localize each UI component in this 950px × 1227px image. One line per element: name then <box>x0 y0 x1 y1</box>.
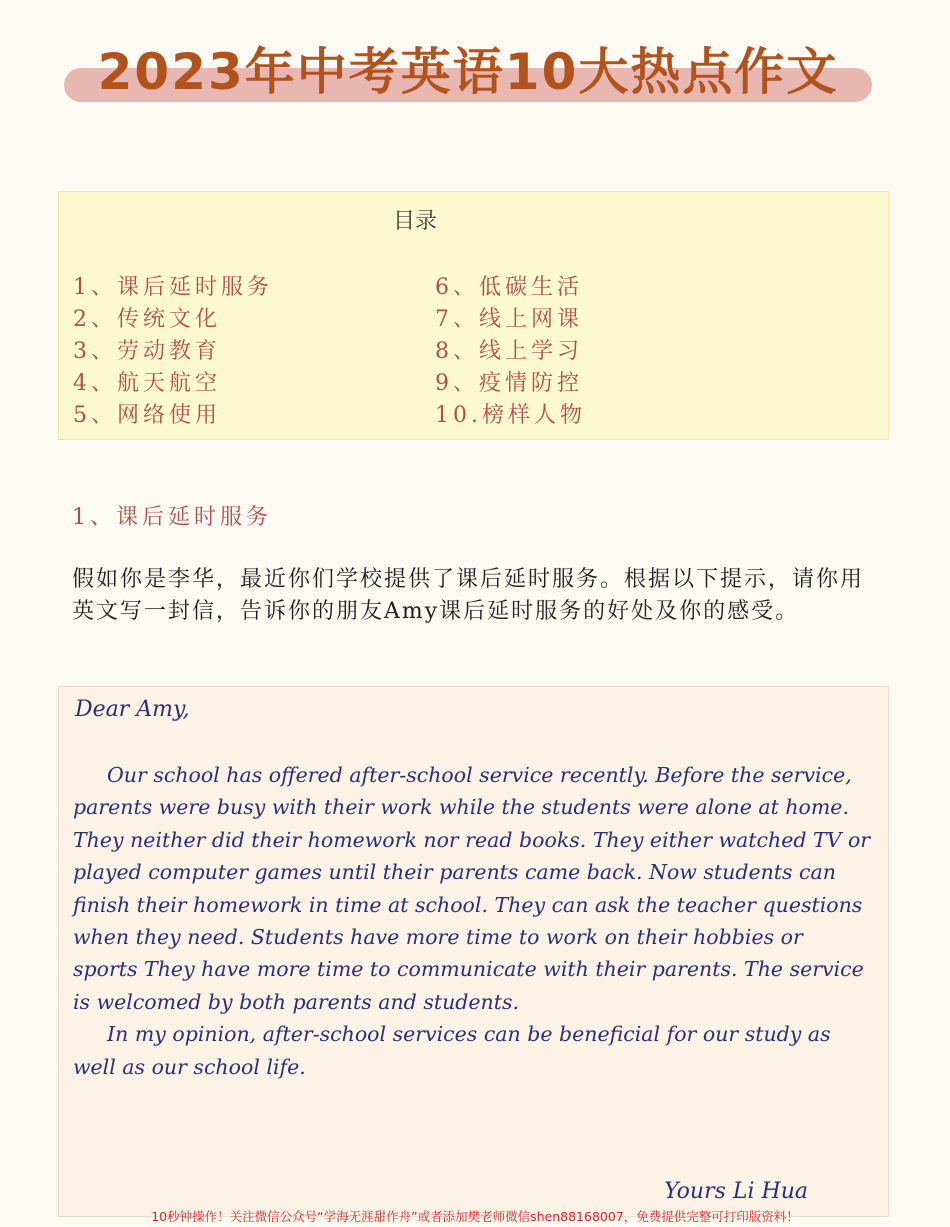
toc-item: 7、线上网课 <box>435 307 583 332</box>
section-heading: 1、课后延时服务 <box>72 505 272 530</box>
toc-heading: 目录 <box>392 209 437 234</box>
toc-item: 6、低碳生活 <box>435 275 583 300</box>
sample-letter <box>58 686 889 1217</box>
letter-body <box>73 759 873 1083</box>
toc-item: 3、劳动教育 <box>73 339 221 364</box>
toc-item: 4、航天航空 <box>73 371 221 396</box>
letter-signature: Yours Li Hua <box>664 1179 808 1204</box>
writing-prompt: 假如你是李华，最近你们学校提供了课后延时服务。根据以下提示，请你用英文写一封信，告诉你的朋友Amy课后延时服务的好处及你的感受。 <box>72 567 865 624</box>
toc-item: 8、线上学习 <box>435 339 583 364</box>
toc-item: 2、传统文化 <box>73 307 221 332</box>
toc-item: 1、课后延时服务 <box>73 275 273 300</box>
toc-right-column <box>435 272 586 432</box>
footer-promo-note: 10秒钟操作！关注微信公众号“学海无涯甜作舟”或者添加樊老师微信shen88168007，免费提供完整可打印版资料！ <box>151 1209 799 1224</box>
table-of-contents <box>58 191 889 440</box>
toc-item: 5、网络使用 <box>73 403 221 428</box>
letter-greeting: Dear Amy, <box>75 697 190 722</box>
letter-paragraph: In my opinion, after-school services can be beneficial for our study as well as our school life. <box>73 1022 831 1079</box>
toc-item: 9、疫情防控 <box>435 371 583 396</box>
toc-left-column <box>73 272 273 432</box>
page-title: 2023年中考英语10大热点作文 <box>97 43 839 101</box>
toc-item: 10.榜样人物 <box>435 403 586 428</box>
letter-paragraph: Our school has offered after-school service recently. Before the service, parents were busy with their work while the students were alone at home. They neither did their homework nor read books. They either watched TV or played computer games until their parents came back. Now students can finish their homework in time at school. They can ask the teacher questions when they need. Students have more time to work on their hobbies or sports They have more time to communicate with their parents. The service is welcomed by both parents and students. <box>73 763 871 1014</box>
title-banner <box>64 40 872 104</box>
